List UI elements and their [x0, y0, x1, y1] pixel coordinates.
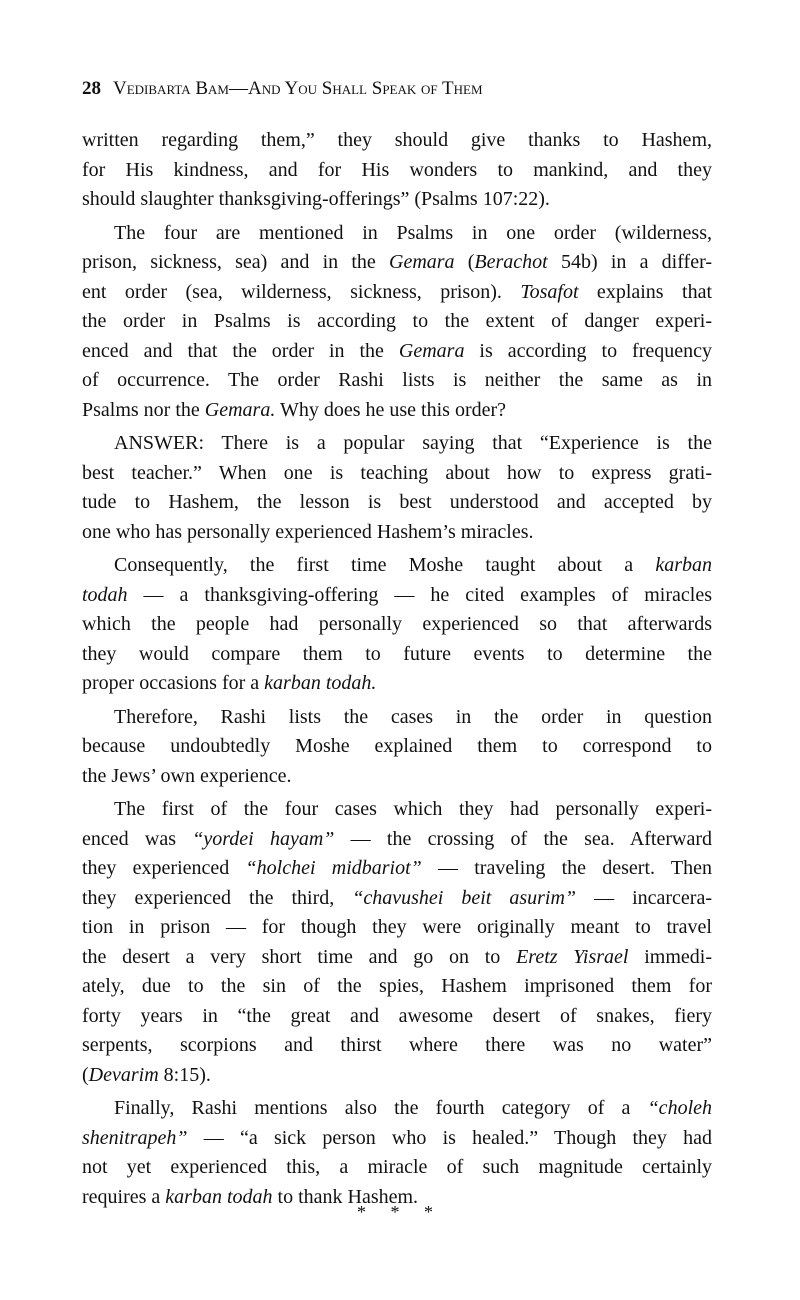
text-line: [82, 337, 712, 367]
text-line: [82, 1094, 712, 1124]
text-line: [82, 762, 712, 792]
text-run: the Jews’ own experience.: [82, 764, 292, 787]
section-break: * * *: [357, 1202, 443, 1222]
italic-term: Tosafot: [520, 280, 579, 303]
running-title: Vedibarta Bam—And You Shall Speak of Them: [113, 78, 483, 99]
text-run: proper occasions for a: [82, 672, 265, 694]
text-line: [82, 972, 712, 1002]
body-text: [82, 126, 712, 1216]
italic-term: “chavushei beit asurim”: [352, 886, 577, 909]
text-run: requires a: [82, 1185, 166, 1208]
text-line: [82, 518, 712, 548]
text-run: The four are mentioned in Psalms in one order (wilderness,: [114, 221, 712, 244]
italic-term: Gemara: [389, 251, 455, 273]
text-run: 8:15).: [158, 1063, 211, 1086]
text-run: Why does he use this order?: [275, 398, 507, 421]
text-line: [82, 488, 712, 518]
text-line: [82, 551, 712, 581]
text-line: [82, 248, 712, 278]
italic-term: Devarim: [88, 1063, 159, 1086]
paragraph: [82, 219, 712, 426]
text-run: — incarcera-: [576, 886, 712, 909]
text-run: serpents, scorpions and thirst where there was no water”: [82, 1034, 712, 1056]
paragraph: [82, 429, 712, 547]
text-line: [82, 1061, 712, 1091]
italic-term: todah: [82, 583, 128, 606]
text-run: 54b) in a differ-: [547, 251, 712, 273]
text-line: [82, 156, 712, 186]
text-run: — the crossing of the sea. Afterward: [334, 827, 712, 850]
italic-term: karban: [655, 554, 712, 576]
text-run: tion in prison — for though they were originally meant to travel: [82, 916, 712, 938]
text-run: prison, sickness, sea) and in the: [82, 251, 389, 273]
italic-term: Berachot: [474, 251, 548, 273]
text-run: they would compare them to future events to determine the: [82, 642, 712, 665]
text-line: [82, 219, 712, 249]
italic-term: karban todah.: [264, 672, 377, 694]
text-run: (: [454, 251, 475, 273]
text-run: they experienced the third,: [82, 886, 353, 909]
text-run: (: [82, 1063, 89, 1086]
text-run: because undoubtedly Moshe explained them to correspond to: [82, 735, 712, 757]
running-header: [82, 76, 483, 102]
text-run: enced was: [82, 827, 193, 850]
text-run: the desert a very short time and go on to: [82, 945, 517, 968]
text-run: ANSWER: There is a popular saying that “Experience is the: [114, 432, 712, 454]
text-run: — a thanksgiving-offering — he cited examples of miracles: [127, 583, 712, 606]
paragraph: [82, 1094, 712, 1212]
text-run: enced and that the order in the: [82, 339, 399, 362]
text-line: [82, 703, 712, 733]
paragraph: [82, 551, 712, 699]
text-line: [82, 366, 712, 396]
text-line: [82, 884, 712, 914]
paragraph: [82, 126, 712, 215]
text-run: ately, due to the sin of the spies, Hashem imprisoned them for: [82, 975, 712, 997]
text-run: Finally, Rashi mentions also the fourth category of a: [114, 1097, 648, 1119]
italic-term: Eretz Yisrael: [516, 945, 629, 968]
text-line: [82, 1124, 712, 1154]
italic-term: Gemara.: [204, 398, 276, 421]
text-run: tude to Hashem, the lesson is best understood and accepted by: [82, 491, 712, 513]
text-run: should slaughter thanksgiving-offerings” (Psalms 107:22).: [82, 188, 550, 210]
text-line: [82, 943, 712, 973]
text-run: the order in Psalms is according to the extent of danger experi-: [82, 310, 712, 332]
text-run: Consequently, the first time Moshe taught about a: [114, 554, 656, 576]
text-line: [82, 307, 712, 337]
text-run: of occurrence. The order Rashi lists is neither the same as in: [82, 369, 712, 391]
text-run: not yet experienced this, a miracle of such magnitude certainly: [82, 1156, 712, 1178]
text-run: immedi-: [628, 945, 712, 968]
text-line: [82, 825, 712, 855]
text-line: [82, 278, 712, 308]
italic-term: karban todah: [165, 1185, 273, 1208]
text-line: [82, 429, 712, 459]
text-run: written regarding them,” they should give thanks to Hashem,: [82, 129, 712, 151]
text-run: — traveling the desert. Then: [421, 857, 712, 879]
italic-term: “holchei midbariot”: [245, 857, 422, 879]
text-run: one who has personally experienced Hashem’s miracles.: [82, 520, 534, 543]
text-line: [82, 610, 712, 640]
text-line: [82, 185, 712, 215]
text-line: [82, 1153, 712, 1183]
text-run: is according to frequency: [464, 339, 712, 362]
text-line: [82, 913, 712, 943]
text-run: Psalms nor the: [82, 398, 205, 421]
text-run: best teacher.” When one is teaching about how to express grati-: [82, 461, 712, 484]
text-line: [82, 396, 712, 426]
text-line: [82, 795, 712, 825]
italic-term: shenitrapeh”: [82, 1126, 188, 1149]
text-run: explains that: [578, 280, 712, 303]
italic-term: “choleh: [647, 1097, 712, 1119]
italic-term: Gemara: [398, 339, 465, 362]
italic-term: “yordei hayam”: [192, 827, 335, 850]
paragraph: [82, 795, 712, 1090]
text-line: [82, 459, 712, 489]
text-run: to thank Hashem.: [272, 1185, 419, 1208]
text-line: [82, 732, 712, 762]
text-line: [82, 1031, 712, 1061]
text-line: [82, 1002, 712, 1032]
text-run: The first of the four cases which they had personally experi-: [114, 798, 712, 820]
text-run: for His kindness, and for His wonders to mankind, and they: [82, 158, 712, 181]
text-run: — “a sick person who is healed.” Though they had: [187, 1126, 712, 1149]
text-run: they experienced: [82, 857, 246, 879]
text-run: forty years in “the great and awesome desert of snakes, fiery: [82, 1004, 712, 1027]
text-run: which the people had personally experienced so that afterwards: [82, 613, 712, 635]
text-run: Therefore, Rashi lists the cases in the order in question: [114, 705, 712, 728]
text-line: [82, 669, 712, 699]
text-run: ent order (sea, wilderness, sickness, prison).: [82, 280, 521, 303]
text-line: [82, 640, 712, 670]
paragraph: [82, 703, 712, 792]
text-line: [82, 581, 712, 611]
text-line: [82, 126, 712, 156]
page-number: 28: [82, 78, 101, 99]
text-line: [82, 854, 712, 884]
